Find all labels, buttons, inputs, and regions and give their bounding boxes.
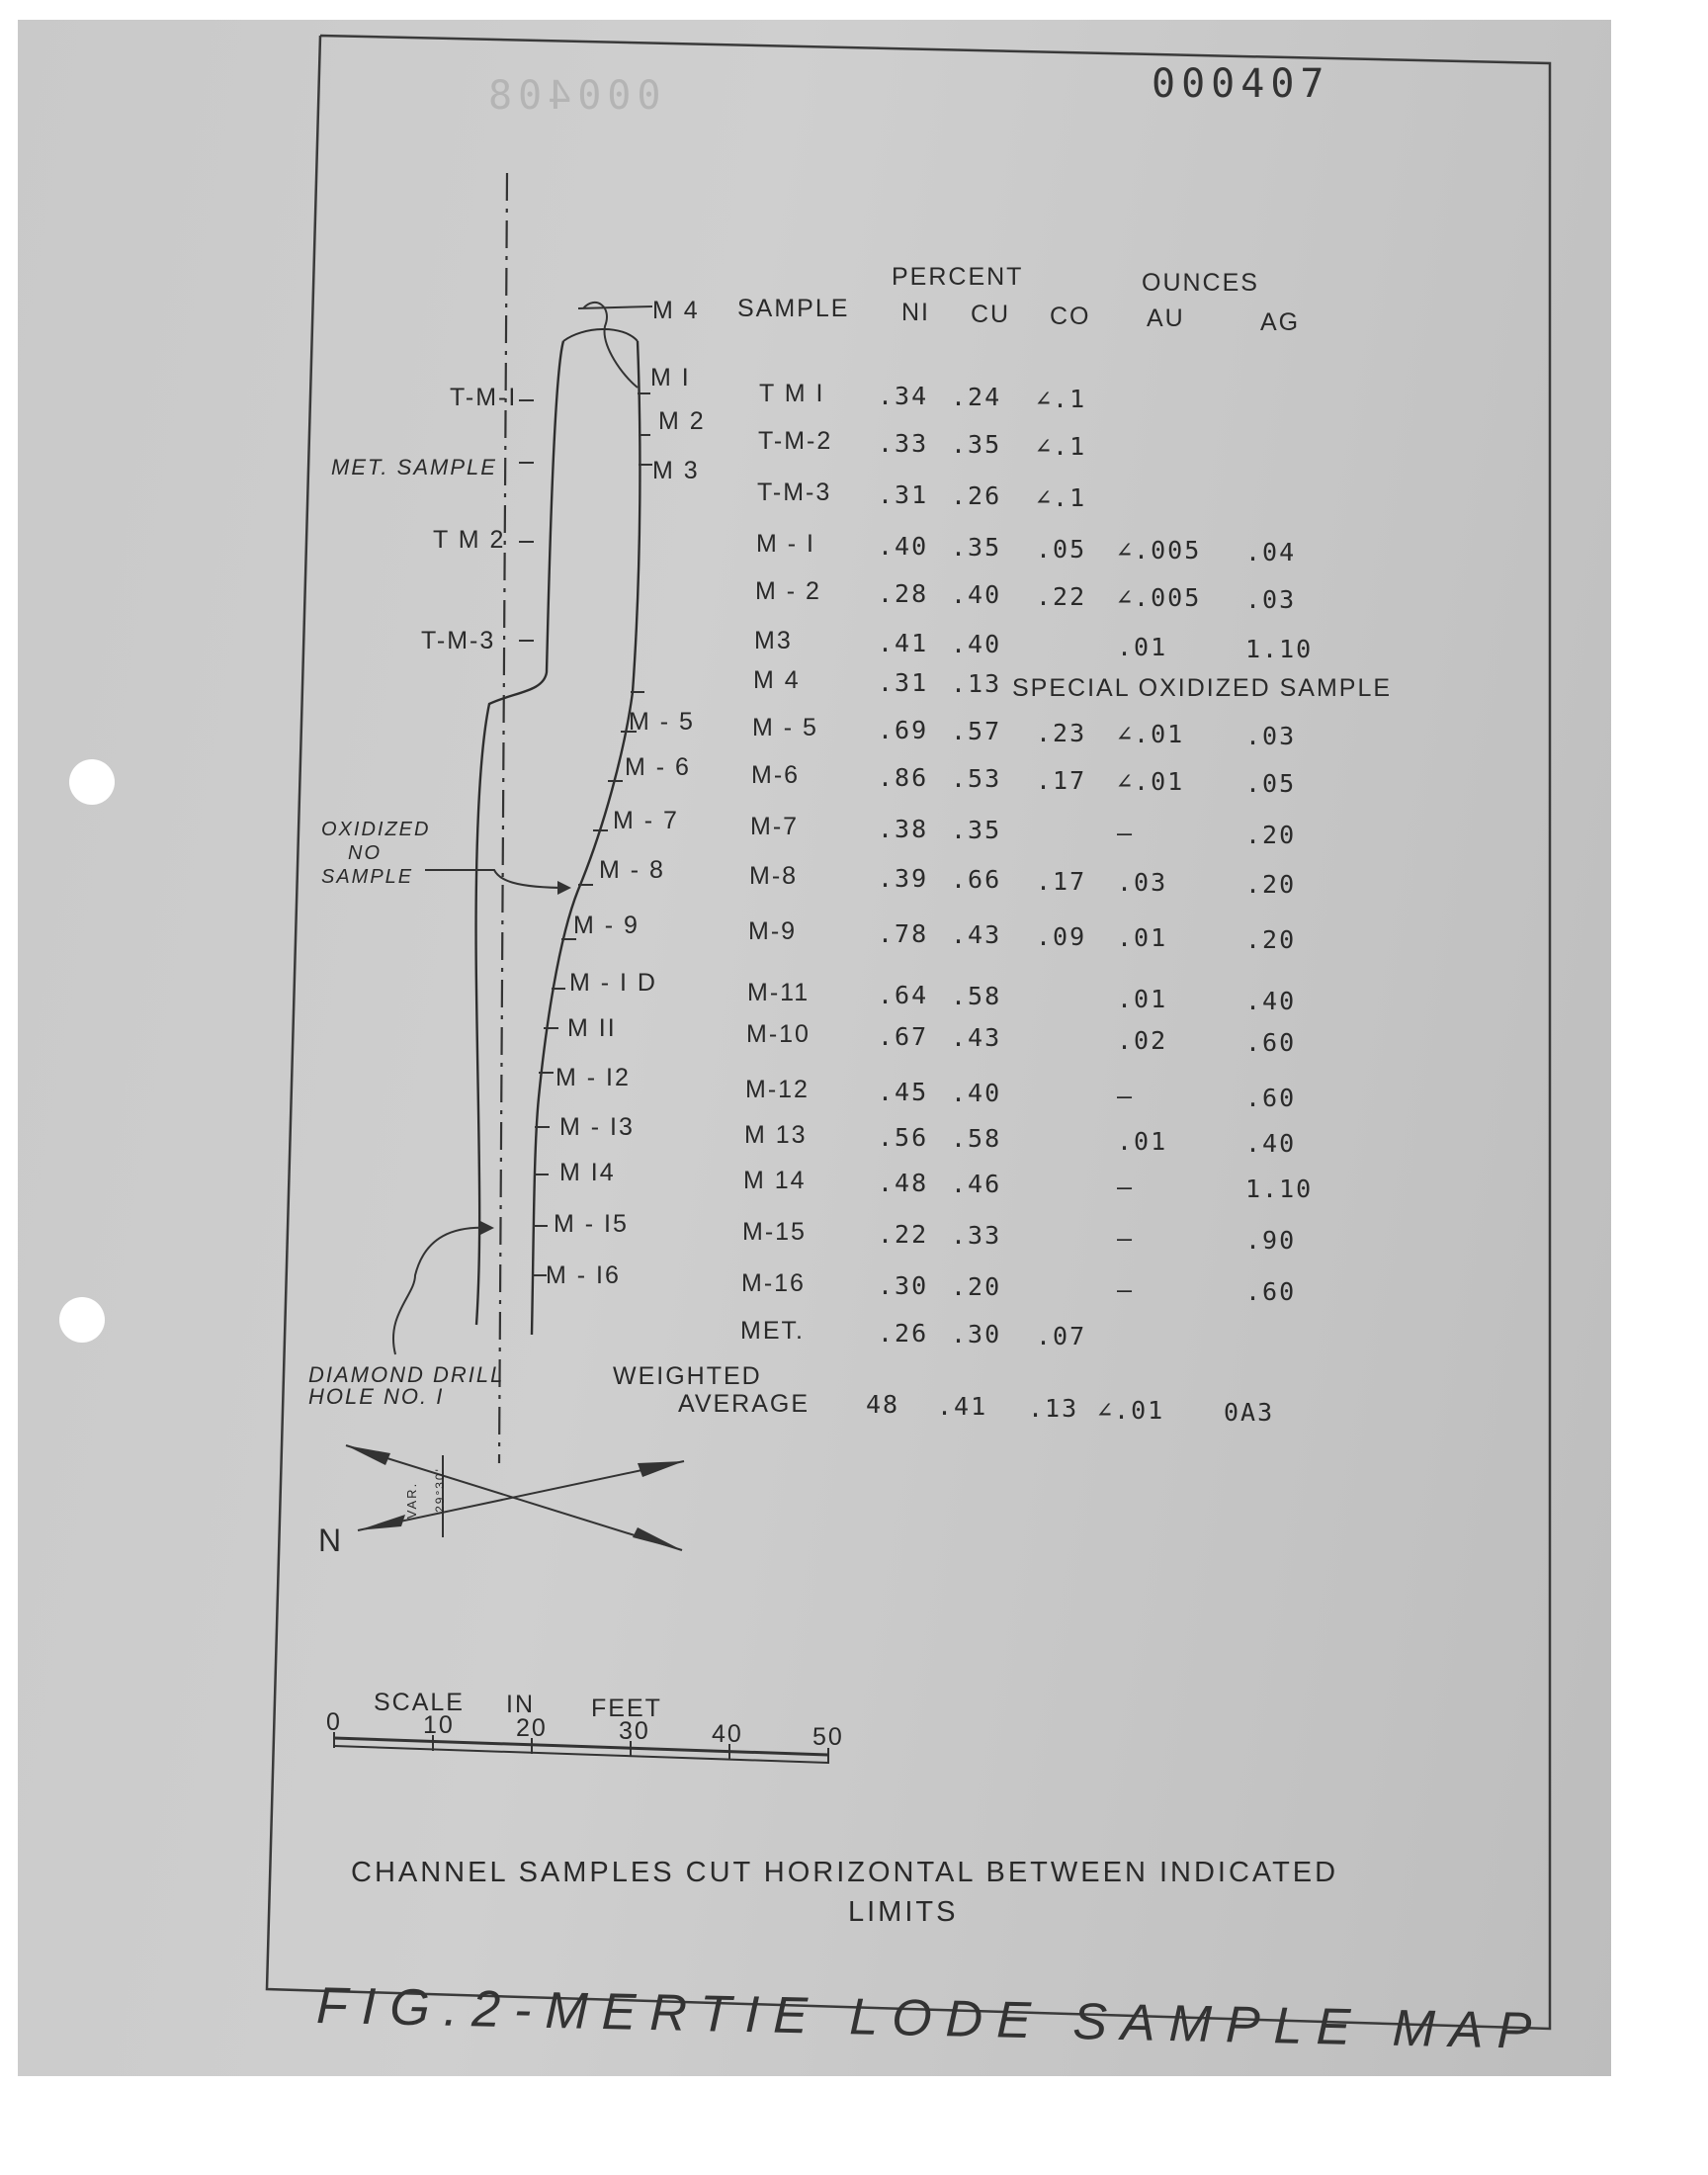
document-stamp-number: 000407 (1152, 61, 1330, 107)
lode-label: M - 5 (629, 708, 695, 736)
table-cell-ni: .31 (878, 667, 929, 697)
table-cell-ni: .86 (878, 762, 929, 792)
weighted-au: ∠.01 (1097, 1396, 1165, 1425)
table-cell-co: .09 (1036, 921, 1087, 951)
table-cell-ni: .31 (878, 479, 929, 509)
table-cell-cu: .20 (951, 1272, 1002, 1301)
table-cell-co: .05 (1036, 534, 1087, 564)
table-cell-sample: M 14 (743, 1167, 807, 1194)
lode-label: M I (650, 364, 691, 392)
table-cell-sample: M 4 (753, 666, 801, 694)
table-cell-ag: .20 (1245, 924, 1297, 954)
lode-label: M 4 (652, 297, 700, 324)
table-cell-au: .01 (1117, 633, 1168, 661)
lode-label: M II (567, 1014, 617, 1042)
weighted-co: .13 (1028, 1394, 1079, 1423)
ghost-stamp-number: 000408 (482, 73, 661, 119)
lode-label: M - I D (569, 969, 657, 997)
table-cell-co: .17 (1036, 866, 1087, 896)
table-cell-au: .01 (1117, 985, 1168, 1013)
label-met-sample: MET. SAMPLE (331, 455, 497, 479)
table-cell-sample: M-11 (747, 979, 811, 1006)
col-co: CO (1050, 303, 1091, 330)
table-cell-ni: .78 (878, 918, 929, 948)
table-cell-ni: .22 (878, 1219, 929, 1249)
footer-line-2: LIMITS (848, 1896, 959, 1928)
centerline (499, 173, 507, 1463)
special-oxidized-note: SPECIAL OXIDIZED SAMPLE (1012, 674, 1393, 702)
table-cell-co: .22 (1036, 581, 1087, 611)
oxidized-note-3: SAMPLE (321, 866, 414, 888)
header-ounces: OUNCES (1142, 269, 1259, 297)
figure-title: FIG.2-MERTIE LODE SAMPLE MAP (315, 1976, 1546, 2061)
label-t-m-3: T-M-3 (421, 627, 496, 654)
table-cell-cu: .35 (951, 430, 1002, 459)
table-cell-ni: .67 (878, 1021, 929, 1051)
var-value: 29°30' (432, 1467, 447, 1513)
scale-label-in: IN (506, 1691, 535, 1718)
table-cell-cu: .13 (951, 669, 1002, 698)
table-cell-ag: .60 (1245, 1276, 1297, 1306)
lode-label: M 3 (652, 457, 700, 484)
lode-label: M - 8 (599, 856, 665, 884)
oxidized-note-1: OXIDIZED (321, 819, 431, 840)
lode-label: M - I2 (555, 1064, 631, 1091)
table-cell-ag: .20 (1245, 869, 1297, 899)
scale-tick-label: 20 (516, 1714, 548, 1742)
weighted-cu: .41 (937, 1392, 988, 1421)
table-cell-sample: M-7 (750, 813, 800, 840)
table-cell-sample: T-M-2 (758, 427, 833, 455)
table-cell-cu: .53 (951, 764, 1002, 793)
north-label: N (318, 1522, 344, 1558)
lode-label: M - I6 (546, 1262, 621, 1289)
footer-line-1: CHANNEL SAMPLES CUT HORIZONTAL BETWEEN INDICATED (351, 1857, 1339, 1888)
table-cell-sample: M 13 (744, 1121, 808, 1149)
table-cell-ag: .04 (1245, 537, 1297, 566)
table-cell-sample: M-16 (741, 1269, 806, 1297)
table-cell-ni: .41 (878, 628, 929, 657)
table-cell-sample: M-15 (742, 1218, 807, 1246)
header-percent: PERCENT (892, 263, 1024, 291)
table-cell-co: .17 (1036, 765, 1087, 795)
label-t-m-1: T-M-I (450, 384, 518, 411)
table-cell-cu: .40 (951, 1079, 1002, 1107)
table-cell-au: — (1117, 1224, 1135, 1253)
table-cell-cu: .58 (951, 1124, 1002, 1153)
col-ag: AG (1260, 308, 1301, 336)
table-cell-cu: .66 (951, 865, 1002, 894)
table-cell-cu: .24 (951, 383, 1002, 411)
weighted-ni: 48 (866, 1390, 900, 1419)
table-cell-sample: M-6 (751, 761, 801, 789)
scale-tick-label: 30 (619, 1717, 650, 1745)
scale-tick-label: 0 (326, 1708, 342, 1736)
table-cell-co: ∠.1 (1036, 431, 1087, 461)
table-cell-au: .01 (1117, 923, 1168, 952)
label-t-m-2: T M 2 (433, 526, 506, 554)
table-cell-au: ∠.005 (1117, 536, 1202, 565)
table-cell-cu: .43 (951, 1023, 1002, 1052)
table-cell-au: – (1117, 819, 1135, 847)
scale-label-scale: SCALE (374, 1689, 465, 1716)
table-cell-ni: .45 (878, 1077, 929, 1106)
table-cell-ag: .40 (1245, 986, 1297, 1015)
table-cell-cu: .33 (951, 1221, 1002, 1250)
drill-note-1: DIAMOND DRILL (308, 1362, 505, 1387)
lode-left-wall (476, 341, 563, 1325)
col-au: AU (1147, 304, 1185, 332)
col-ni: NI (901, 299, 930, 326)
table-cell-cu: .30 (951, 1320, 1002, 1348)
table-cell-sample: M-10 (746, 1020, 811, 1048)
table-cell-cu: .35 (951, 816, 1002, 844)
table-cell-ni: .34 (878, 381, 929, 410)
table-cell-au: ∠.005 (1117, 583, 1202, 612)
table-cell-cu: .58 (951, 982, 1002, 1010)
table-cell-ni: .69 (878, 715, 929, 744)
table-cell-ag: .60 (1245, 1027, 1297, 1057)
lode-label: M - I5 (554, 1210, 629, 1238)
table-cell-ni: .48 (878, 1168, 929, 1197)
table-cell-cu: .26 (951, 481, 1002, 510)
table-cell-cu: .40 (951, 580, 1002, 609)
weighted-label-1: WEIGHTED (613, 1362, 762, 1390)
table-cell-ni: .28 (878, 578, 929, 608)
table-cell-ag: .03 (1245, 721, 1297, 750)
table-cell-sample: T-M-3 (757, 478, 832, 506)
table-cell-au: .02 (1117, 1026, 1168, 1055)
table-cell-ni: .30 (878, 1270, 929, 1300)
scale-tick-label: 50 (812, 1723, 844, 1751)
table-cell-au: ∠.01 (1117, 720, 1185, 748)
table-cell-ag: .60 (1245, 1083, 1297, 1112)
table-cell-ag: 1.10 (1245, 634, 1314, 663)
table-cell-ag: .20 (1245, 820, 1297, 849)
table-cell-sample: T M I (759, 380, 825, 407)
table-cell-sample: M - 2 (755, 577, 821, 605)
table-cell-ni: .26 (878, 1318, 929, 1348)
table-cell-ag: 1.10 (1245, 1174, 1314, 1203)
weighted-ag: 0A3 (1224, 1398, 1275, 1427)
table-cell-co: .23 (1036, 718, 1087, 747)
var-label: VAR. (404, 1481, 420, 1520)
table-cell-cu: .57 (951, 717, 1002, 745)
weighted-label-2: AVERAGE (678, 1390, 811, 1418)
table-cell-sample: M - 5 (752, 714, 818, 741)
table-cell-cu: .43 (951, 920, 1002, 949)
lode-label: M 2 (658, 407, 706, 435)
table-cell-ag: .40 (1245, 1128, 1297, 1158)
scale-tick-label: 40 (712, 1720, 743, 1748)
table-cell-co: ∠.1 (1036, 482, 1087, 512)
table-cell-ni: .40 (878, 531, 929, 561)
lode-label: M - 7 (613, 807, 679, 834)
lode-label: M - 6 (625, 753, 691, 781)
table-cell-co: ∠.1 (1036, 384, 1087, 413)
table-cell-cu: .46 (951, 1170, 1002, 1198)
table-cell-sample: M-12 (745, 1076, 810, 1103)
lode-label: M - I3 (559, 1113, 635, 1141)
table-cell-ni: .38 (878, 814, 929, 843)
scale-label-feet: FEET (591, 1695, 662, 1722)
col-cu: CU (971, 301, 1011, 328)
table-cell-au: — (1117, 1173, 1135, 1201)
table-cell-ag: .03 (1245, 584, 1297, 614)
table-cell-ag: .90 (1245, 1225, 1297, 1255)
table-cell-ni: .56 (878, 1122, 929, 1152)
table-cell-au: .01 (1117, 1127, 1168, 1156)
col-sample: SAMPLE (737, 295, 850, 322)
table-cell-cu: .40 (951, 630, 1002, 658)
drill-note-2: HOLE NO. I (308, 1384, 445, 1409)
table-cell-sample: M-8 (749, 862, 799, 890)
table-cell-au: — (1117, 1082, 1135, 1110)
table-cell-co: .07 (1036, 1321, 1087, 1350)
table-cell-ni: .39 (878, 863, 929, 893)
table-cell-sample: M-9 (748, 917, 798, 945)
table-cell-ni: .33 (878, 428, 929, 458)
table-cell-sample: MET. (740, 1317, 805, 1345)
table-cell-au: — (1117, 1275, 1135, 1304)
table-cell-sample: M - I (756, 530, 815, 558)
oxidized-note-2: NO (348, 842, 382, 864)
table-cell-au: .03 (1117, 868, 1168, 897)
table-cell-ag: .05 (1245, 768, 1297, 798)
table-cell-cu: .35 (951, 533, 1002, 562)
table-cell-sample: M3 (754, 627, 793, 654)
table-cell-au: ∠.01 (1117, 767, 1185, 796)
lode-label: M - 9 (573, 912, 640, 939)
table-cell-ni: .64 (878, 980, 929, 1009)
scale-tick-label: 10 (423, 1711, 455, 1739)
lode-label: M I4 (559, 1159, 616, 1186)
